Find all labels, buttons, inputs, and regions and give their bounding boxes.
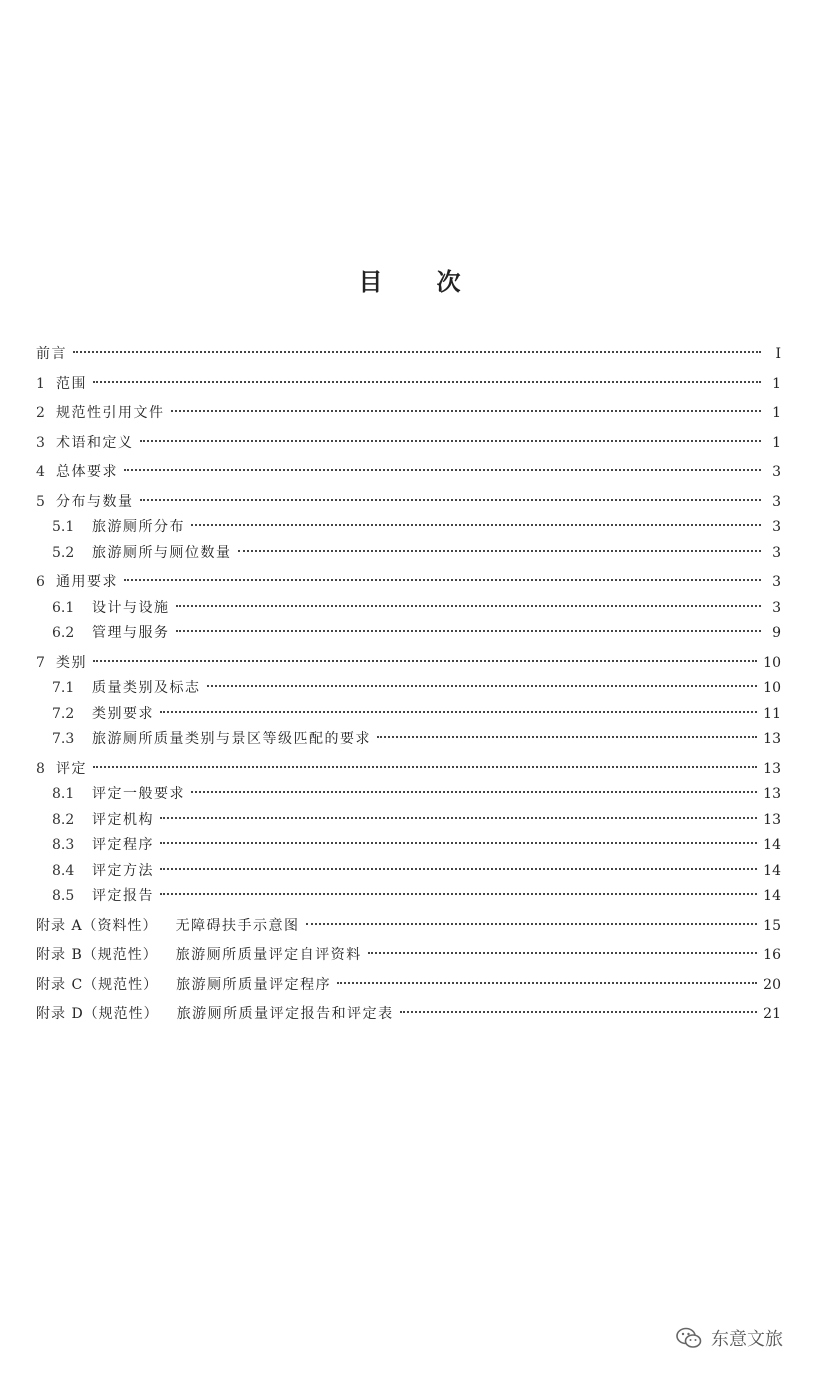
wechat-icon bbox=[675, 1326, 703, 1350]
toc-entry-label: 总体要求 bbox=[56, 464, 118, 480]
dot-leader bbox=[368, 952, 757, 954]
toc-entry-label: 类别要求 bbox=[92, 705, 154, 722]
toc-entry-number: 7 bbox=[36, 654, 45, 671]
toc-entry-page: 14 bbox=[763, 862, 781, 879]
toc-entry-7[interactable] bbox=[36, 651, 781, 677]
toc-entry-5-2[interactable] bbox=[36, 541, 781, 567]
dot-leader bbox=[176, 630, 762, 632]
watermark-text: 东意文旅 bbox=[711, 1329, 783, 1350]
toc-entry-7-3[interactable] bbox=[36, 727, 781, 753]
toc-entry-page: 10 bbox=[763, 654, 781, 671]
toc-entry-label: 旅游厕所质量评定自评资料 bbox=[175, 947, 362, 963]
dot-leader bbox=[93, 381, 761, 383]
toc-entry-label: 类别 bbox=[56, 654, 87, 671]
toc-entry-number: 7.1 bbox=[52, 680, 75, 696]
appendix-tag: 附录 A（资料性） bbox=[36, 917, 158, 934]
toc-entry-number: 6.2 bbox=[52, 625, 75, 641]
toc-entry-label: 旅游厕所与厕位数量 bbox=[92, 544, 232, 561]
dot-leader bbox=[93, 766, 757, 768]
toc-entry-6-2[interactable] bbox=[36, 621, 781, 647]
toc-entry-label: 范围 bbox=[56, 375, 87, 392]
toc-title-char-1: 目 bbox=[358, 268, 385, 296]
toc-entry-page: 13 bbox=[763, 786, 781, 802]
toc-entry-3[interactable] bbox=[36, 431, 781, 457]
toc-entry-label: 规范性引用文件 bbox=[56, 405, 165, 421]
toc-entry-8[interactable] bbox=[36, 757, 781, 783]
dot-leader bbox=[160, 893, 757, 895]
dot-leader bbox=[160, 711, 757, 713]
toc-entry-number: 4 bbox=[36, 464, 45, 480]
toc-entry-5[interactable] bbox=[36, 490, 781, 516]
toc-entry-page: 3 bbox=[772, 544, 781, 561]
dot-leader bbox=[337, 982, 757, 984]
toc-entry-4[interactable] bbox=[36, 460, 781, 486]
dot-leader bbox=[124, 469, 761, 471]
toc-entry-preface[interactable] bbox=[36, 342, 781, 368]
toc-entry-label: 评定报告 bbox=[92, 888, 154, 904]
toc-entry-label: 旅游厕所质量评定程序 bbox=[176, 976, 332, 993]
toc-entry-appendix-d[interactable] bbox=[36, 1002, 781, 1028]
toc-entry-number: 2 bbox=[36, 405, 45, 421]
toc-entry-page: 1 bbox=[772, 375, 781, 392]
dot-leader bbox=[238, 550, 762, 552]
toc-entry-6-1[interactable] bbox=[36, 596, 781, 622]
dot-leader bbox=[191, 791, 757, 793]
toc-entry-8-3[interactable] bbox=[36, 833, 781, 859]
toc-entry-label: 通用要求 bbox=[56, 574, 118, 590]
toc-entry-page: 15 bbox=[763, 917, 781, 934]
toc-entry-label: 评定机构 bbox=[92, 811, 154, 828]
table-of-contents bbox=[36, 342, 781, 1028]
toc-entry-page: 16 bbox=[763, 947, 781, 963]
toc-entry-label: 前言 bbox=[36, 346, 67, 362]
toc-entry-1[interactable] bbox=[36, 372, 781, 398]
toc-entry-number: 8.3 bbox=[52, 837, 75, 853]
toc-entry-number: 5.2 bbox=[52, 544, 75, 561]
toc-entry-number: 5.1 bbox=[52, 519, 75, 535]
toc-entry-5-1[interactable] bbox=[36, 515, 781, 541]
toc-entry-page: Ⅰ bbox=[775, 346, 781, 362]
toc-entry-label: 评定一般要求 bbox=[92, 786, 185, 802]
toc-entry-label: 分布与数量 bbox=[56, 493, 134, 510]
toc-entry-page: 3 bbox=[772, 493, 781, 510]
toc-entry-number: 7.3 bbox=[52, 731, 75, 747]
toc-entry-2[interactable] bbox=[36, 401, 781, 427]
dot-leader bbox=[124, 579, 761, 581]
toc-entry-label: 旅游厕所质量类别与景区等级匹配的要求 bbox=[92, 731, 371, 747]
toc-entry-appendix-a[interactable] bbox=[36, 914, 781, 940]
source-watermark bbox=[675, 1325, 783, 1351]
toc-entry-label: 设计与设施 bbox=[92, 599, 170, 616]
dot-leader bbox=[306, 923, 758, 925]
toc-entry-page: 9 bbox=[772, 625, 781, 641]
dot-leader bbox=[160, 817, 757, 819]
toc-entry-page: 3 bbox=[772, 519, 781, 535]
appendix-tag: 附录 D（规范性） bbox=[36, 1006, 159, 1022]
toc-entry-page: 13 bbox=[763, 760, 781, 777]
appendix-tag: 附录 B（规范性） bbox=[36, 947, 158, 963]
toc-entry-appendix-b[interactable] bbox=[36, 943, 781, 969]
dot-leader bbox=[400, 1011, 757, 1013]
toc-entry-page: 14 bbox=[763, 888, 781, 904]
toc-entry-label: 评定 bbox=[56, 760, 87, 777]
dot-leader bbox=[73, 351, 761, 353]
toc-entry-page: 3 bbox=[772, 599, 781, 616]
toc-entry-appendix-c[interactable] bbox=[36, 973, 781, 999]
dot-leader bbox=[191, 524, 761, 526]
toc-entry-page: 21 bbox=[763, 1006, 781, 1022]
dot-leader bbox=[377, 736, 757, 738]
toc-entry-page: 20 bbox=[763, 976, 781, 993]
dot-leader bbox=[171, 410, 762, 412]
appendix-tag: 附录 C（规范性） bbox=[36, 976, 159, 993]
toc-entry-label: 旅游厕所质量评定报告和评定表 bbox=[176, 1006, 394, 1022]
toc-entry-page: 10 bbox=[763, 680, 781, 696]
toc-entry-number: 8.5 bbox=[52, 888, 75, 904]
toc-entry-number: 1 bbox=[36, 375, 45, 392]
toc-entry-label: 术语和定义 bbox=[56, 434, 134, 451]
toc-entry-8-2[interactable] bbox=[36, 808, 781, 834]
toc-entry-page: 14 bbox=[763, 837, 781, 853]
dot-leader bbox=[160, 868, 757, 870]
toc-entry-number: 5 bbox=[36, 493, 45, 510]
toc-entry-label: 无障碍扶手示意图 bbox=[175, 917, 300, 934]
toc-entry-8-1[interactable] bbox=[36, 782, 781, 808]
toc-entry-7-2[interactable] bbox=[36, 702, 781, 728]
toc-title-char-2: 次 bbox=[436, 268, 463, 296]
dot-leader bbox=[93, 660, 757, 662]
dot-leader bbox=[140, 440, 762, 442]
dot-leader bbox=[160, 842, 757, 844]
toc-entry-6[interactable] bbox=[36, 570, 781, 596]
toc-entry-label: 管理与服务 bbox=[92, 625, 170, 641]
toc-entry-8-5[interactable] bbox=[36, 884, 781, 910]
toc-entry-label: 旅游厕所分布 bbox=[92, 519, 185, 535]
toc-entry-8-4[interactable] bbox=[36, 859, 781, 885]
toc-entry-label: 评定方法 bbox=[92, 862, 154, 879]
toc-entry-page: 1 bbox=[772, 405, 781, 421]
toc-entry-label: 质量类别及标志 bbox=[92, 680, 201, 696]
toc-entry-page: 13 bbox=[763, 731, 781, 747]
toc-entry-7-1[interactable] bbox=[36, 676, 781, 702]
toc-entry-number: 8.4 bbox=[52, 862, 75, 879]
toc-entry-number: 3 bbox=[36, 434, 45, 451]
toc-entry-page: 3 bbox=[772, 574, 781, 590]
toc-entry-number: 8 bbox=[36, 760, 45, 777]
toc-entry-number: 7.2 bbox=[52, 705, 75, 722]
toc-entry-number: 8.2 bbox=[52, 811, 75, 828]
dot-leader bbox=[176, 605, 762, 607]
toc-entry-page: 13 bbox=[763, 811, 781, 828]
toc-entry-number: 6.1 bbox=[52, 599, 75, 616]
toc-entry-page: 11 bbox=[763, 705, 781, 722]
dot-leader bbox=[207, 685, 758, 687]
dot-leader bbox=[140, 499, 762, 501]
toc-entry-number: 8.1 bbox=[52, 786, 75, 802]
toc-title bbox=[0, 262, 821, 297]
toc-entry-number: 6 bbox=[36, 574, 45, 590]
toc-entry-label: 评定程序 bbox=[92, 837, 154, 853]
toc-entry-page: 1 bbox=[772, 434, 781, 451]
toc-entry-page: 3 bbox=[772, 464, 781, 480]
